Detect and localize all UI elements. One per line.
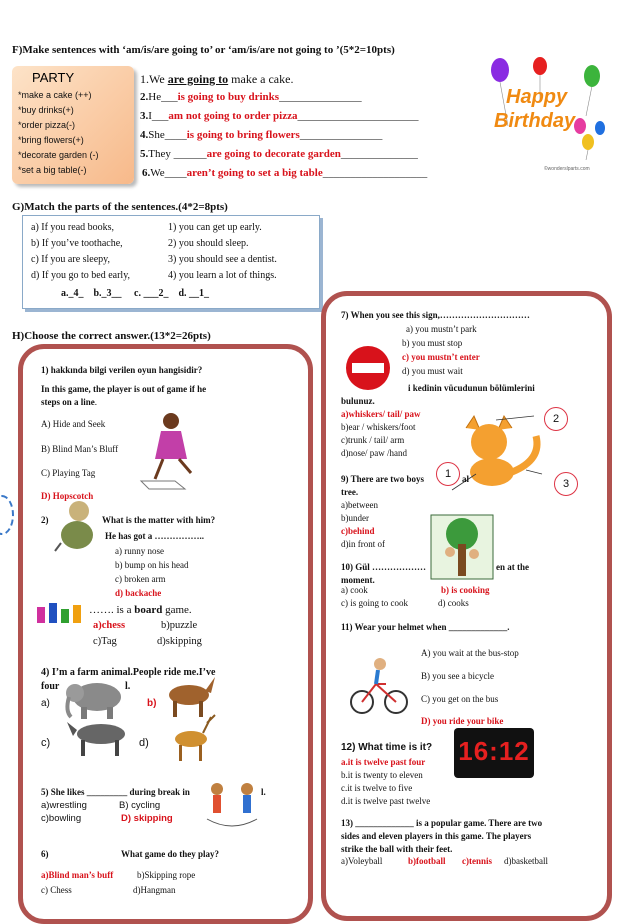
q2-stem2: He has got a …………….. (105, 531, 204, 541)
q6-option-d[interactable]: d)Hangman (133, 885, 176, 895)
right-question-panel (321, 291, 612, 921)
q1-option-d[interactable]: D) Hopscotch (41, 491, 94, 501)
q10-stem2: moment. (341, 575, 375, 585)
f-sentence-5: 5.They ______are going to decorate garden______________ (140, 148, 418, 160)
q2-option-b[interactable]: b) bump on his head (115, 560, 189, 570)
q12-option-d[interactable]: d.it is twelve past twelve (341, 796, 431, 806)
q12-option-a[interactable]: a.it is twelve past four (341, 757, 426, 767)
happy-text: Happy (506, 86, 568, 108)
q10-option-a[interactable]: a) cook (341, 585, 368, 595)
q5-option-a[interactable]: a)wrestling (41, 800, 87, 811)
q9-stem: 9) There are two boys (341, 474, 424, 484)
q6-stem: What game do they play? (121, 849, 220, 859)
cat-label-3: 3 (554, 472, 578, 496)
chess-pieces-icon (33, 601, 87, 625)
q13-line2: sides and eleven players in this game. The players (341, 831, 532, 841)
q9-option-c[interactable]: c)behind (341, 526, 375, 536)
q13-option-c[interactable]: c)tennis (462, 856, 492, 866)
q8-stem: i kedinin vücudunun bölümlerini (408, 383, 535, 393)
q10-option-c[interactable]: c) is going to cook (341, 598, 408, 608)
q11-option-d[interactable]: D) you ride your bike (421, 716, 504, 726)
matching-box (22, 215, 320, 309)
clock-display: 16:12 (458, 736, 530, 766)
match-right-1: 1) you can get up early. (168, 222, 262, 233)
section-g-title: G)Match the parts of the sentences.(4*2=8pts) (12, 201, 228, 213)
q5-stem: 5) She likes _________ during break in (41, 787, 190, 797)
deer-icon (165, 711, 221, 763)
q3-option-c[interactable]: c)Tag (93, 636, 117, 647)
q13-line3: strike the ball with their feet. (341, 844, 453, 854)
q1-option-a[interactable]: A) Hide and Seek (41, 419, 106, 429)
party-title: PARTY (32, 70, 75, 85)
q9-option-b[interactable]: b)under (341, 513, 369, 523)
q2-num: 2) (41, 515, 49, 525)
q6-option-c[interactable]: c) Chess (41, 885, 72, 895)
q12-stem: 12) What time is it? (341, 742, 433, 753)
q4-option-a[interactable]: a) (41, 698, 50, 709)
match-left-c: c) If you are sleepy, (31, 254, 111, 265)
match-left-a: a) If you read books, (31, 222, 115, 233)
q4-line1: 4) I’m a farm animal.People ride me.I’ve (41, 667, 216, 678)
q5-option-b[interactable]: B) cycling (119, 800, 161, 811)
q10-stem-end: en at the (496, 562, 529, 572)
q9-stem-end: al (462, 474, 470, 484)
q7-option-c[interactable]: c) you mustn’t enter (402, 352, 480, 362)
match-left-b: b) If you’ve toothache, (31, 238, 123, 249)
f-sentence-1: 1.We are going to make a cake. (140, 72, 294, 86)
section-f-title: F)Make sentences with ‘am/is/are going to’ or ‘am/is/are not going to ’(5*2=10pts) (12, 44, 395, 56)
q10-option-d[interactable]: d) cooks (438, 598, 469, 608)
match-right-3: 3) you should see a dentist. (168, 254, 277, 265)
q6-option-b[interactable]: b)Skipping rope (137, 870, 196, 880)
q4-option-d[interactable]: d) (139, 737, 149, 749)
q7-option-d[interactable]: d) you must wait (402, 366, 463, 376)
q10-stem: 10) Gül ……………… (341, 562, 427, 572)
q1-stem2: steps on a line. (41, 397, 98, 407)
match-answers: a._4_ b._3__ c. ___2_ d. __1_ (61, 288, 210, 299)
q3-option-b[interactable]: b)puzzle (161, 620, 198, 631)
q11-option-b[interactable]: B) you see a bicycle (421, 671, 494, 681)
q12-option-b[interactable]: b.it is twenty to eleven (341, 770, 423, 780)
q4-option-b[interactable]: b) (147, 698, 157, 709)
decorative-dash (0, 495, 14, 535)
q8-option-c[interactable]: c)trunk / tail/ arm (341, 435, 405, 445)
q5-stem-end: l. (261, 787, 266, 797)
q13-option-b[interactable]: b)football (408, 856, 446, 866)
q8-option-a[interactable]: a)whiskers/ tail/ paw (341, 409, 421, 419)
q8-option-d[interactable]: d)nose/ paw /hand (341, 448, 407, 458)
section-h-title: H)Choose the correct answer.(13*2=26pts) (12, 330, 211, 342)
match-right-2: 2) you should sleep. (168, 238, 249, 249)
q11-stem: 11) Wear your helmet when _____________. (341, 622, 510, 632)
q3-option-d[interactable]: d)skipping (157, 636, 202, 647)
cat-label-1: 1 (436, 462, 460, 486)
q4-line2-end: l. (125, 681, 131, 692)
q13-option-d[interactable]: d)basketball (504, 856, 548, 866)
hopscotch-girl-icon (135, 409, 207, 491)
q6-num: 6) (41, 849, 49, 859)
q2-option-d[interactable]: d) backache (115, 588, 162, 598)
q1-option-c[interactable]: C) Playing Tag (41, 468, 96, 478)
q1-title: 1) hakkında bilgi verilen oyun hangisidir? (41, 365, 203, 375)
skipping-children-icon (187, 779, 277, 829)
f-sentence-4: 4.She____is going to bring flowers_______________ (140, 129, 383, 141)
q2-option-c[interactable]: c) broken arm (115, 574, 166, 584)
q2-option-a[interactable]: a) runny nose (115, 546, 164, 556)
wolf-icon (65, 714, 135, 758)
q4-option-c[interactable]: c) (41, 737, 51, 749)
match-left-d: d) If you go to bed early, (31, 270, 131, 281)
q7-stem: 7) When you see this sign,………………………… (341, 310, 530, 320)
birthday-illustration (488, 56, 606, 176)
image-credit: ©wonderslparts.com (544, 166, 590, 172)
q4-line2: four (41, 681, 60, 692)
q13-line1: 13) _____________ is a popular game. There are two (341, 818, 543, 828)
q12-option-c[interactable]: c.it is twelve to five (341, 783, 413, 793)
cyclist-icon (348, 654, 410, 718)
f-sentence-3: 3.I___am not going to order pizza______________________ (140, 110, 419, 122)
q8-option-b[interactable]: b)ear / whiskers/foot (341, 422, 416, 432)
q1-stem: In this game, the player is out of game if he (41, 384, 207, 394)
cat-label-2: 2 (544, 407, 568, 431)
q3-stem: ……. is a board game. (89, 604, 192, 616)
q9-option-d[interactable]: d)in front of (341, 539, 385, 549)
q11-option-a[interactable]: A) you wait at the bus-stop (421, 648, 519, 658)
party-item: *bring flowers(+) (18, 135, 84, 145)
q7-option-b[interactable]: b) you must stop (402, 338, 463, 348)
q7-option-a[interactable]: a) you mustn’t park (406, 324, 477, 334)
party-item: *buy drinks(+) (18, 105, 74, 115)
q8-stem2: bulunuz. (341, 396, 375, 406)
q3-option-a[interactable]: a)chess (93, 620, 126, 631)
q5-option-c[interactable]: c)bowling (41, 813, 82, 824)
left-question-panel (18, 344, 313, 924)
match-right-4: 4) you learn a lot of things. (168, 270, 277, 281)
q10-option-b[interactable]: b) is cooking (441, 585, 490, 595)
birthday-text: Birthday (494, 110, 576, 132)
party-item: *set a big table(-) (18, 165, 87, 175)
f-sentence-6: 6.We____aren’t going to set a big table___________________ (142, 167, 428, 179)
q9-option-a[interactable]: a)between (341, 500, 378, 510)
no-entry-sign-icon (344, 344, 392, 392)
party-item: *decorate garden (-) (18, 150, 99, 160)
q5-option-d[interactable]: D) skipping (121, 813, 173, 824)
digital-clock (454, 728, 534, 778)
q1-option-b[interactable]: B) Blind Man’s Bluff (41, 444, 119, 454)
q2-stem: What is the matter with him? (102, 515, 216, 525)
party-card (12, 66, 134, 184)
boys-behind-tree-icon (430, 514, 494, 580)
party-item: *order pizza(-) (18, 120, 76, 130)
party-item: *make a cake (++) (18, 90, 92, 100)
q13-option-a[interactable]: a)Voleyball (341, 856, 383, 866)
q9-stem2: tree. (341, 487, 359, 497)
f-sentence-2: 2.He___is going to buy drinks_______________ (140, 91, 362, 103)
q6-option-a[interactable]: a)Blind man’s buff (41, 870, 114, 880)
sick-man-icon (51, 497, 107, 553)
q11-option-c[interactable]: C) you get on the bus (421, 694, 499, 704)
